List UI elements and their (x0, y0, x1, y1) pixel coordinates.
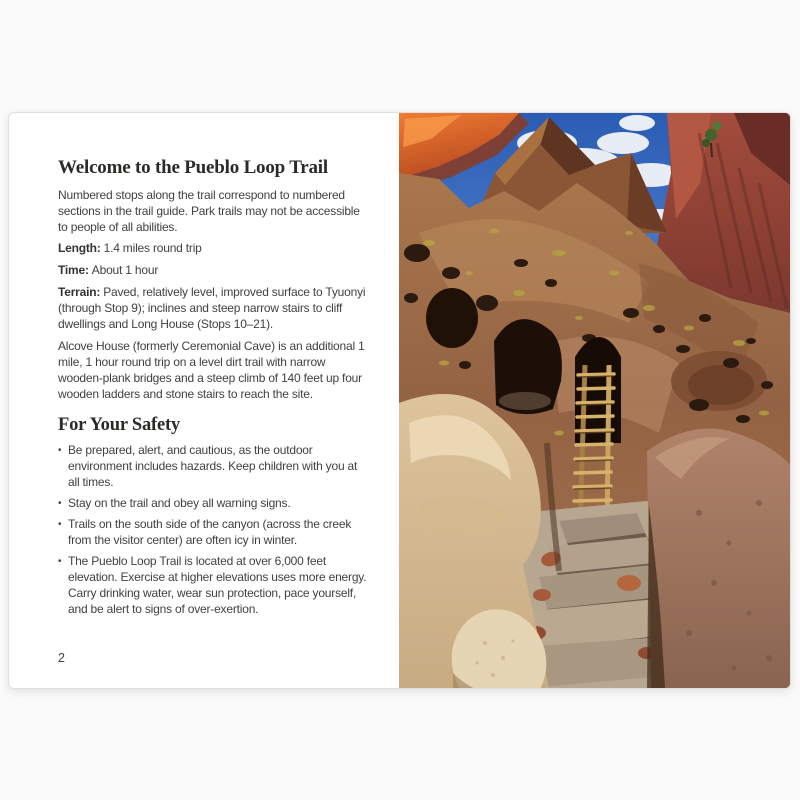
fact-length-value: 1.4 miles round trip (103, 240, 202, 255)
safety-heading: For Your Safety (58, 414, 181, 435)
trail-guide-text-column (58, 157, 371, 622)
fact-time-label: Time: (58, 262, 89, 277)
fact-terrain-label: Terrain: (58, 284, 101, 299)
brochure-page (8, 112, 791, 689)
fact-length (58, 240, 371, 256)
fact-length-label: Length: (58, 240, 101, 255)
fact-time-value: About 1 hour (91, 262, 159, 277)
safety-bullet-3: • Trails on the south side of the canyon (across the creek from the visitor center) are often icy in winter. (58, 516, 371, 548)
alcove-house-paragraph: Alcove House (formerly Ceremonial Cave) is an additional 1 mile, 1 hour round trip on a level dirt trail with narrow wooden-plank bridges and a steep climb of 140 feet up four wooden ladders and stone stairs to reach the site. (58, 338, 365, 401)
cliff-dwellings-ladder-photo (399, 113, 790, 688)
fact-terrain-value: Paved, relatively level, improved surface to Tyuonyi (through Stop 9); inclines and steep narrow stairs to cliff dwellings and Long House (Stops 10–21). (58, 284, 366, 331)
trail-photo-illustration (399, 113, 790, 688)
fact-terrain (58, 284, 371, 332)
intro-paragraph: Numbered stops along the trail correspond to numbered sections in the trail guide. Park trails may not be accessible to people of all abilities. (58, 187, 360, 234)
large-cave-left (426, 288, 478, 348)
safety-bullet-4: • The Pueblo Loop Trail is located at over 6,000 feet elevation. Exercise at higher elevations uses more energy. Carry drinking water, wear sun protection, pace yourself, and be alert to signs of over-exertion. (58, 553, 371, 617)
safety-bullet-list (58, 442, 371, 617)
safety-bullet-1: • Be prepared, alert, and cautious, as the outdoor environment includes hazards. Keep children with you at all times. (58, 442, 371, 490)
page-number: 2 (58, 651, 65, 665)
safety-bullet-2: • Stay on the trail and obey all warning signs. (58, 495, 371, 511)
page-title: Welcome to the Pueblo Loop Trail (58, 157, 328, 178)
photo-right-boulders (647, 429, 790, 689)
fact-time (58, 262, 371, 278)
